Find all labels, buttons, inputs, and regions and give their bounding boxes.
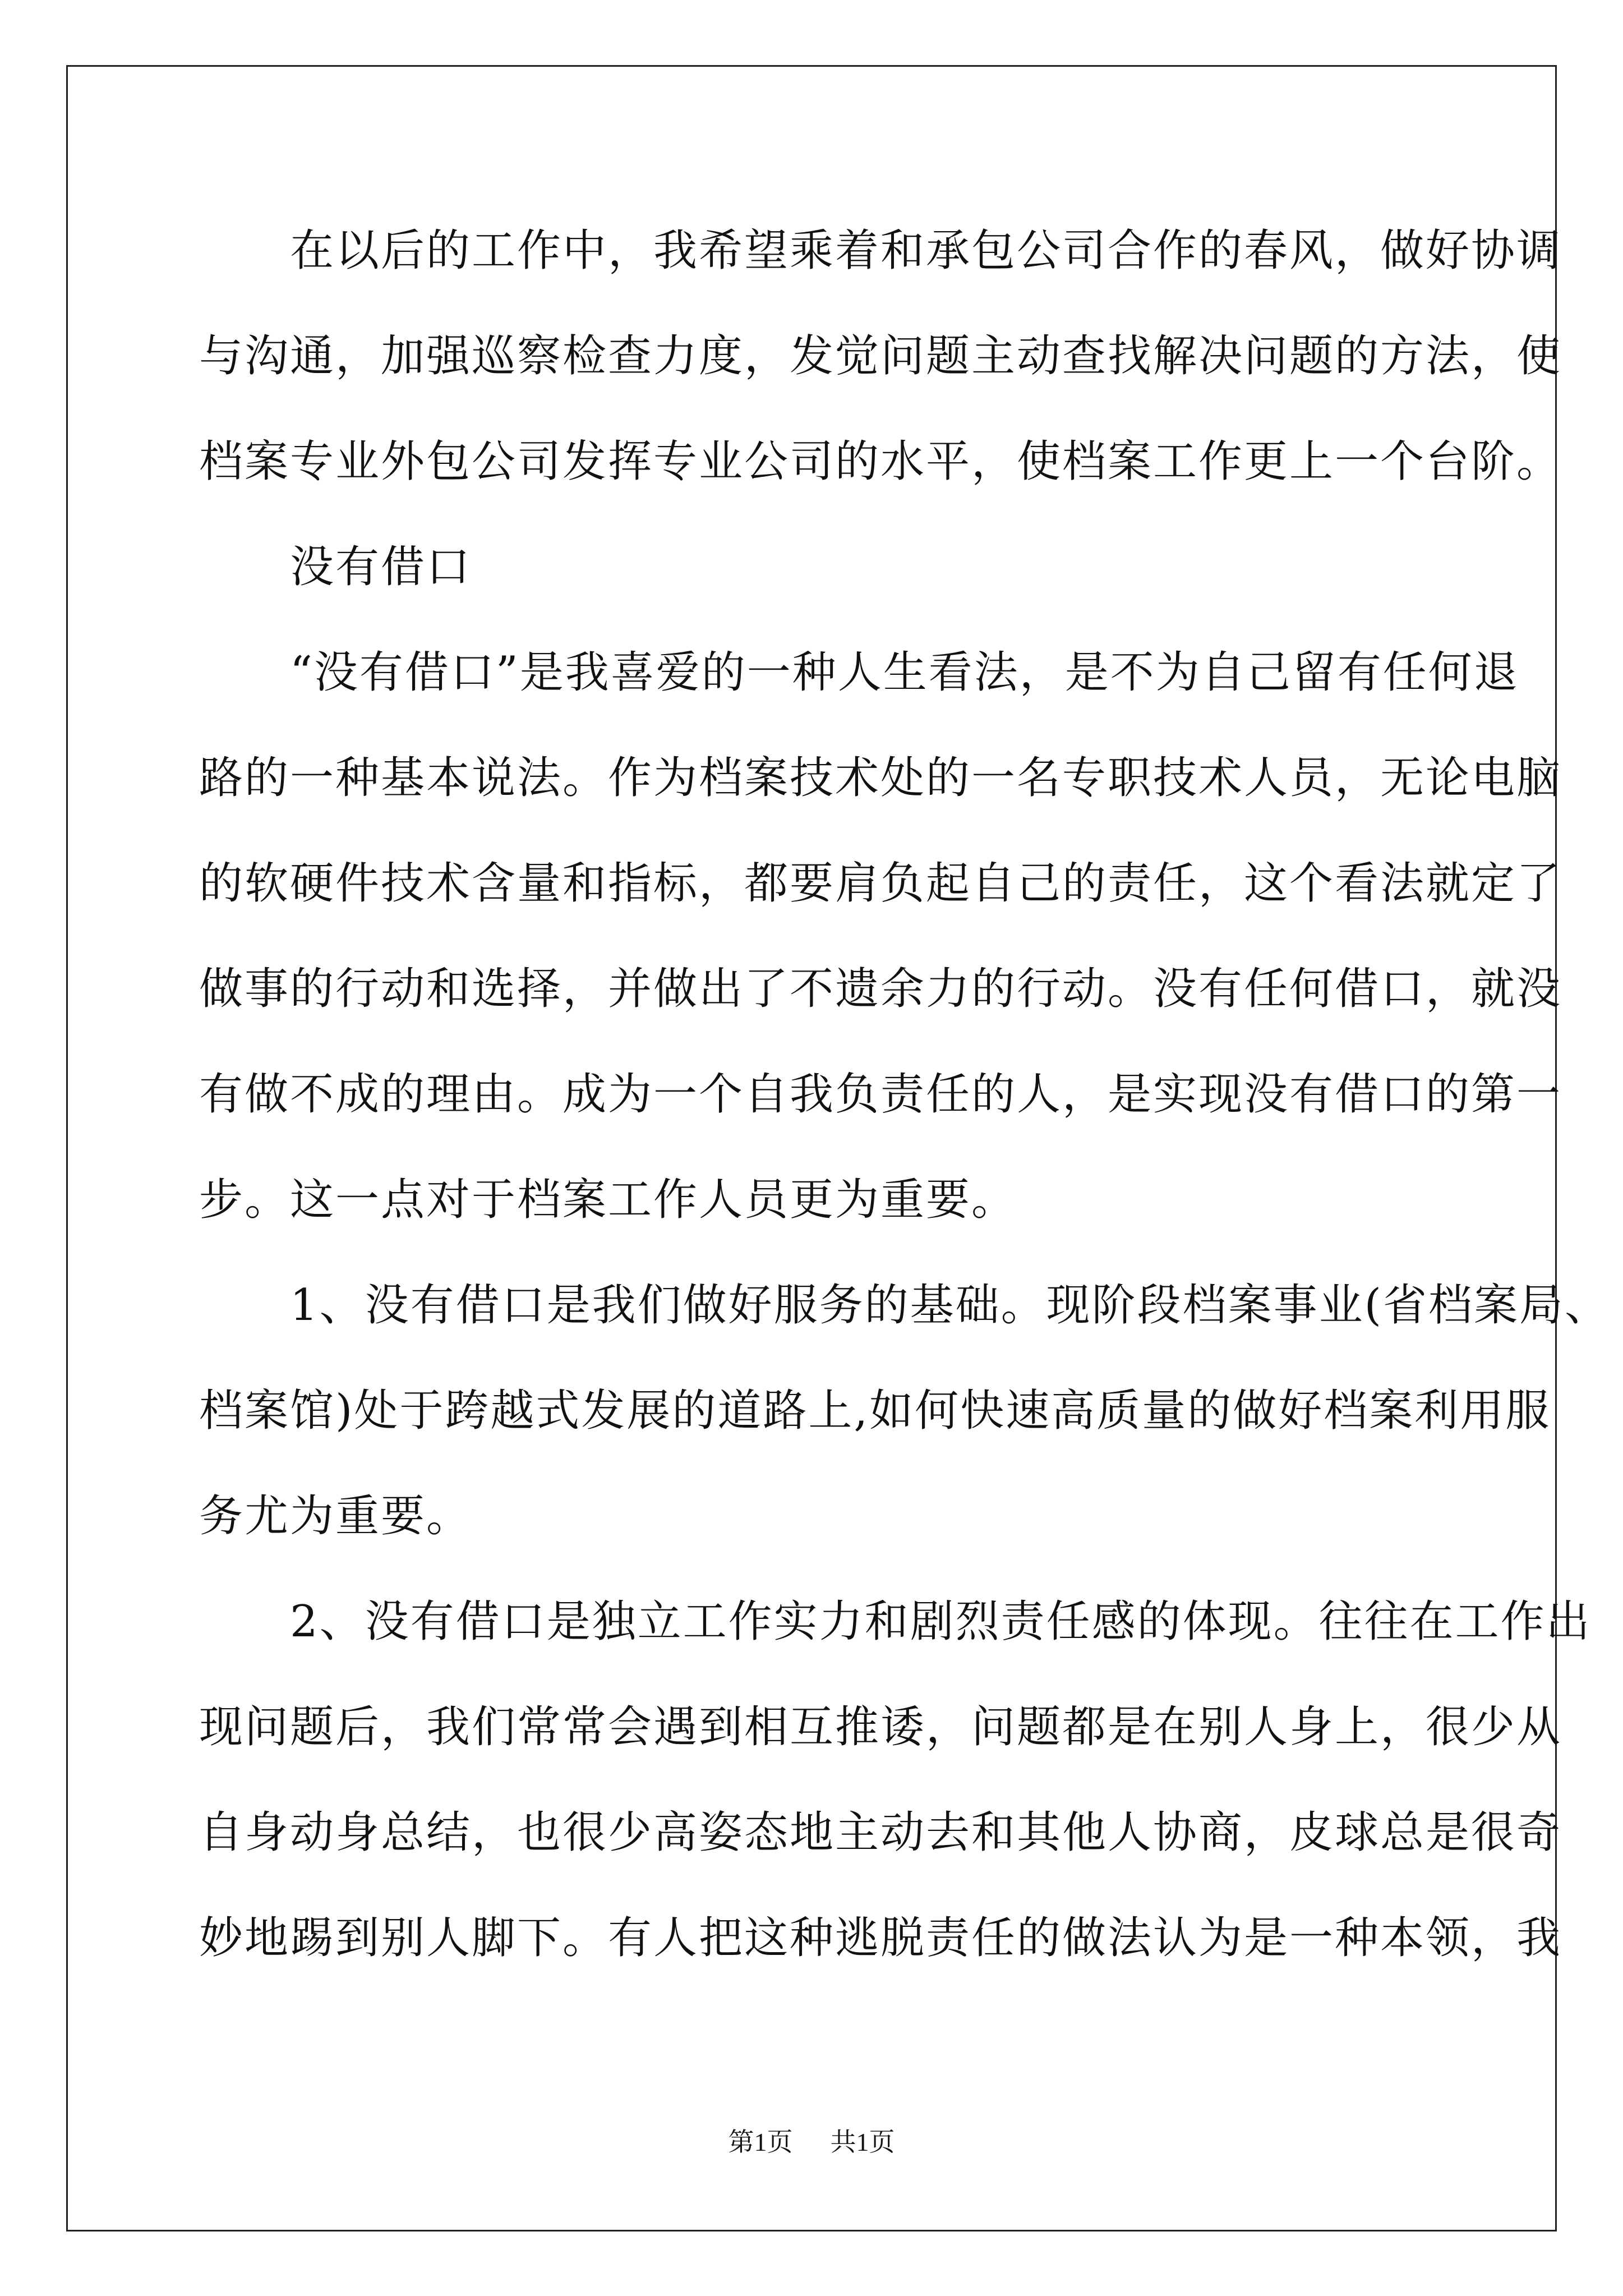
page-number: 第1页 [728, 2128, 793, 2156]
text-line: 务尤为重要。 [199, 1491, 472, 1542]
text-line: 步。这一点对于档案工作人员更为重要。 [199, 1175, 1017, 1225]
page-total: 共1页 [830, 2128, 895, 2156]
text-line: 在以后的工作中，我希望乘着和承包公司合作的春风，做好协调 [199, 226, 1562, 276]
page-footer [0, 2122, 1623, 2159]
text-line: 妙地踢到别人脚下。有人把这种逃脱责任的做法认为是一种本领，我 [199, 1913, 1562, 1963]
text-line: 1、没有借口是我们做好服务的基础。现阶段档案事业(省档案局、 [199, 1280, 1611, 1331]
text-line: 2、没有借口是独立工作实力和剧烈责任感的体现。往往在工作出 [199, 1596, 1592, 1647]
text-line: 与沟通，加强巡察检查力度，发觉问题主动查找解决问题的方法，使 [199, 331, 1562, 381]
text-line: 路的一种基本说法。作为档案技术处的一名专职技术人员，无论电脑 [199, 753, 1562, 803]
text-line: 的软硬件技术含量和指标，都要肩负起自己的责任，这个看法就定了 [199, 858, 1562, 909]
text-line: 自身动身总结，也很少高姿态地主动去和其他人协商，皮球总是很奇 [199, 1807, 1562, 1858]
text-line: 有做不成的理由。成为一个自我负责任的人，是实现没有借口的第一 [199, 1069, 1562, 1120]
document-body [199, 209, 1611, 2001]
text-line: “没有借口”是我喜爱的一种人生看法，是不为自己留有任何退 [199, 647, 1519, 698]
section-heading: 没有借口 [199, 542, 472, 592]
text-line: 档案馆)处于跨越式发展的道路上,如何快速高质量的做好档案利用服 [199, 1386, 1551, 1436]
text-line: 现问题后，我们常常会遇到相互推诿，问题都是在别人身上，很少从 [199, 1702, 1562, 1752]
text-line: 档案专业外包公司发挥专业公司的水平，使档案工作更上一个台阶。 [199, 436, 1562, 487]
text-line: 做事的行动和选择，并做出了不遗余力的行动。没有任何借口，就没 [199, 964, 1562, 1014]
